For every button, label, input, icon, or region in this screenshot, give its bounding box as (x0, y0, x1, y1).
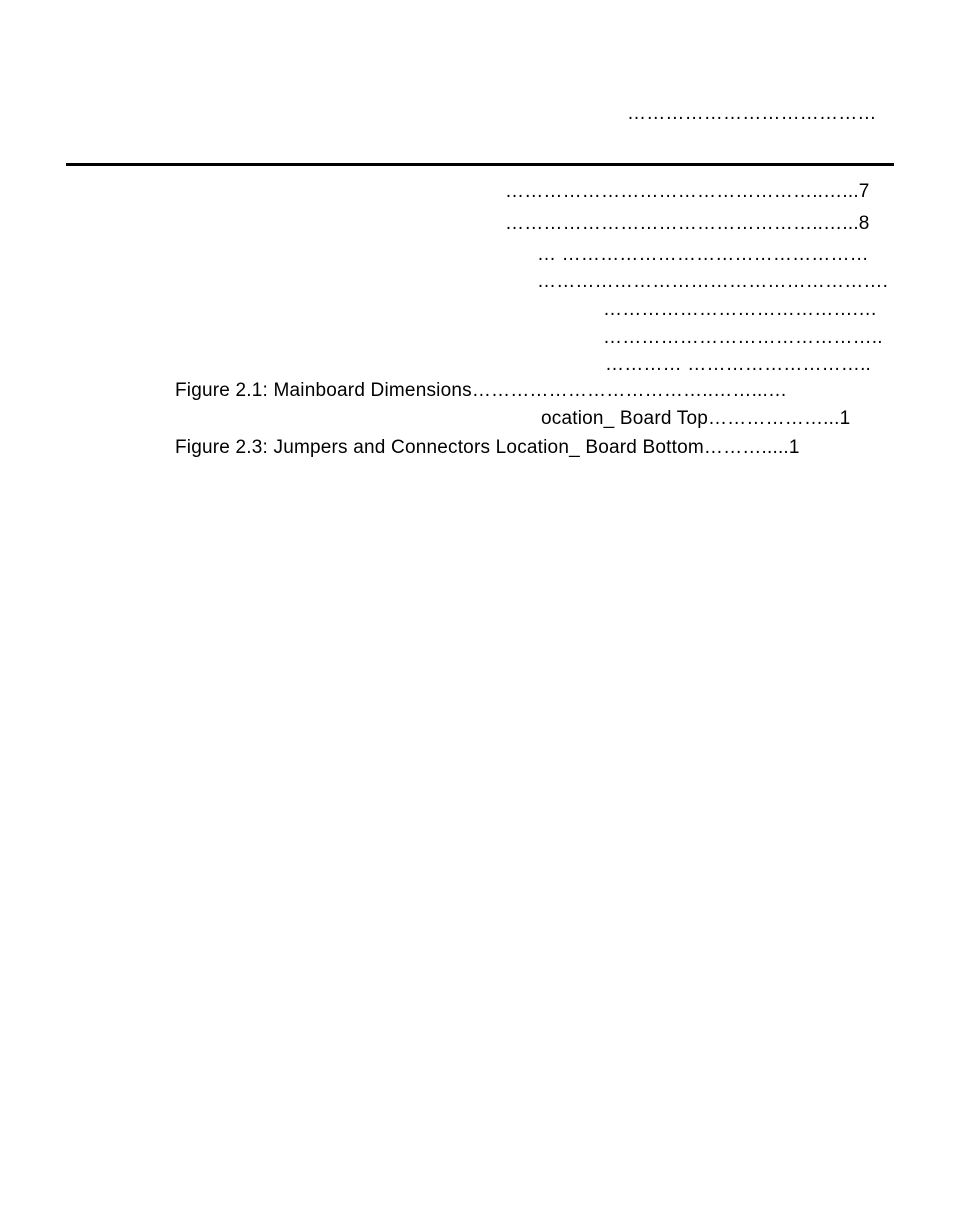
toc-line: …………………………………………..…...7 (505, 181, 870, 202)
toc-line: … ………………………………………… (537, 244, 869, 265)
toc-line: …………………………………….. (603, 327, 883, 348)
horizontal-rule (66, 163, 894, 166)
figure-entry-board-bottom: Figure 2.3: Jumpers and Connectors Location_ Board Bottom……….....1 (175, 437, 800, 458)
toc-line: ………………………………………………. (537, 271, 889, 292)
toc-line: …………………………………………..…...8 (505, 213, 870, 234)
toc-line: ………… ……………………….. (605, 354, 872, 375)
header-dot-leader: ………………………………… (627, 103, 877, 124)
figure-entry-board-top: ocation_ Board Top………………...1 (541, 408, 851, 429)
toc-line: ………………………………….… (603, 299, 878, 320)
figure-entry-mainboard-dimensions: Figure 2.1: Mainboard Dimensions………………………………..……...… (175, 380, 788, 401)
